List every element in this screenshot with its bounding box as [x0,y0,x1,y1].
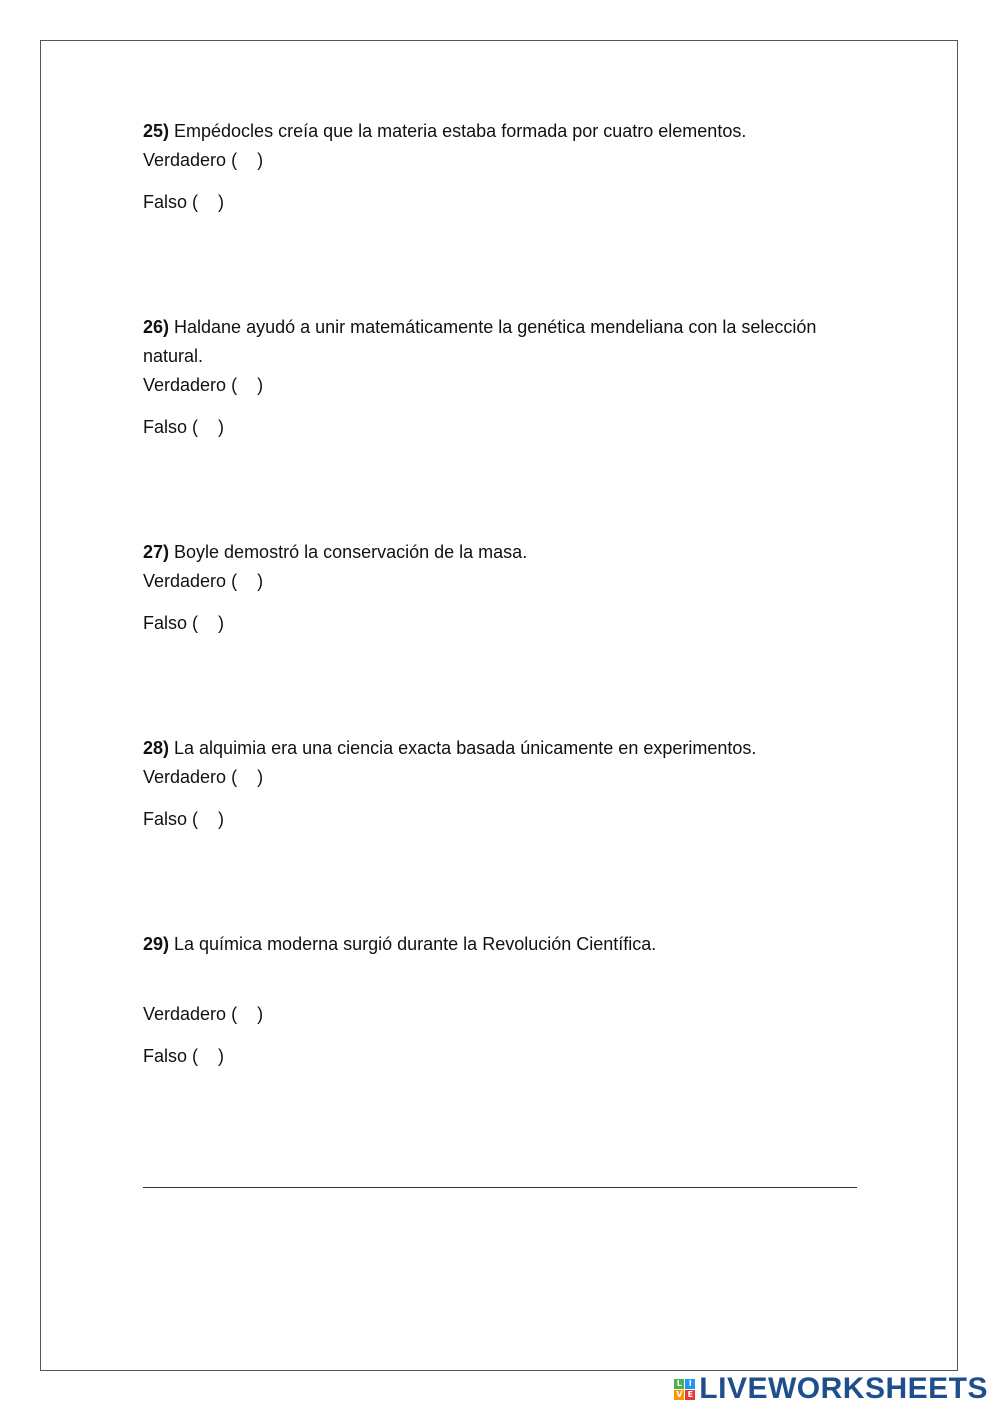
logo-letter-l: L [674,1379,684,1389]
question-27 [143,538,843,638]
question-25 [143,117,843,217]
question-26 [143,313,843,442]
question-text [143,313,843,371]
question-text [143,117,843,146]
liveworksheets-logo [674,1372,988,1406]
logo-letter-i: I [685,1379,695,1389]
question-number: 29) [143,934,170,954]
true-option[interactable]: Verdadero ( ) [143,767,264,787]
question-number: 28) [143,738,170,758]
question-text [143,538,843,567]
question-number: 26) [143,317,170,337]
true-option[interactable]: Verdadero ( ) [143,375,264,395]
worksheet-frame [40,40,958,1371]
question-statement: Haldane ayudó a unir matemáticamente la genética mendeliana con la selección natural. [143,317,817,366]
question-text [143,930,843,959]
false-option[interactable]: Falso ( ) [143,613,225,633]
question-number: 25) [143,121,170,141]
question-text [143,734,843,763]
question-statement: Empédocles creía que la materia estaba formada por cuatro elementos. [169,121,747,141]
question-number: 27) [143,542,170,562]
false-option[interactable]: Falso ( ) [143,192,225,212]
logo-letter-v: V [676,1389,683,1399]
false-option[interactable]: Falso ( ) [143,417,225,437]
question-statement: La química moderna surgió durante la Revolución Científica. [169,934,657,954]
false-option[interactable]: Falso ( ) [143,1046,225,1066]
answer-line-divider [143,1187,857,1188]
logo-text: LIVEWORKSHEETS [699,1372,988,1405]
true-option[interactable]: Verdadero ( ) [143,1004,264,1024]
question-statement: La alquimia era una ciencia exacta basada únicamente en experimentos. [169,738,757,758]
true-option[interactable]: Verdadero ( ) [143,571,264,591]
true-option[interactable]: Verdadero ( ) [143,150,264,170]
false-option[interactable]: Falso ( ) [143,809,225,829]
question-statement: Boyle demostró la conservación de la masa. [169,542,528,562]
liveworksheets-logo-icon [674,1379,695,1400]
logo-letter-e: E [685,1390,695,1400]
question-28 [143,734,843,834]
question-29 [143,930,843,1071]
